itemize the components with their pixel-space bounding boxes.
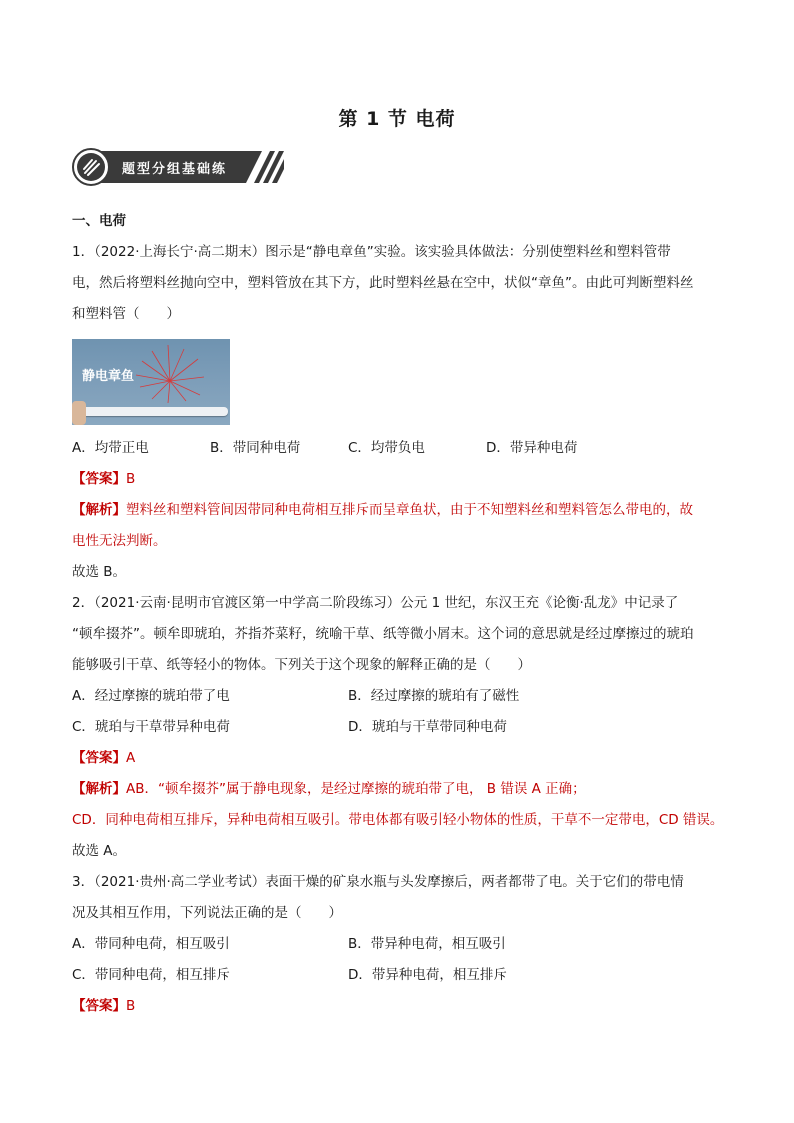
question-2-line-3: 能够吸引干草、纸等轻小的物体。下列关于这个现象的解释正确的是（ ）: [72, 657, 531, 673]
option-d: D．带异种电荷: [486, 440, 578, 456]
answer-value: B: [126, 471, 136, 487]
section-banner: [72, 148, 284, 186]
answer-tag: 【答案】: [72, 750, 126, 766]
plastic-tube: [72, 407, 228, 416]
question-2-line-2: “顿牟掇芥”。顿牟即琥珀，芥指芥菜籽，统喻干草、纸等微小屑末。这个词的意思就是经过摩擦过的琥珀: [72, 626, 694, 642]
option-c: C．琥珀与干草带异种电荷: [72, 719, 230, 735]
hand: [72, 401, 86, 425]
analysis-text: 塑料丝和塑料管间因带同种电荷相互排斥而呈章鱼状，由于不知塑料丝和塑料管怎么带电的，故: [126, 502, 693, 518]
question-1-line-3: 和塑料管（ ）: [72, 306, 180, 322]
question-2-answer: [72, 743, 724, 774]
octopus-experiment-photo: [72, 339, 230, 425]
answer-value: A: [126, 750, 136, 766]
question-1: [72, 237, 724, 588]
question-3-options-row-1: [72, 929, 724, 960]
option-d: D．带异种电荷，相互排斥: [348, 967, 507, 983]
question-1-analysis-line-1: [72, 495, 724, 526]
question-1-line-2: 电，然后将塑料丝抛向空中，塑料管放在其下方，此时塑料丝悬在空中，状似“章鱼”。由此可判断塑料丝: [72, 275, 694, 291]
analysis-tag: 【解析】: [72, 502, 126, 518]
question-1-analysis-line-2: 电性无法判断。: [72, 533, 167, 549]
page-title: 第 1 节 电荷: [338, 108, 456, 130]
content-body: [72, 206, 724, 1022]
question-1-line-1: 1．（2022·上海长宁·高二期末）图示是“静电章鱼”实验。该实验具体做法：分别使塑料丝和塑料管带: [72, 244, 671, 260]
option-a: A．经过摩擦的琥珀带了电: [72, 688, 230, 704]
question-2-analysis-line-1: [72, 774, 724, 805]
option-b: B．经过摩擦的琥珀有了磁性: [348, 688, 520, 704]
question-1-answer: [72, 464, 724, 495]
question-2-analysis-line-2: CD．同种电荷相互排斥，异种电荷相互吸引。带电体都有吸引轻小物体的性质，干草不一定带电，CD 错误。: [72, 812, 724, 828]
answer-tag: 【答案】: [72, 471, 126, 487]
question-3: [72, 867, 724, 1022]
option-c: C．均带负电: [348, 440, 425, 456]
option-b: B．带同种电荷: [210, 440, 301, 456]
option-b: B．带异种电荷，相互吸引: [348, 936, 506, 952]
option-a: A．均带正电: [72, 440, 149, 456]
figure-label: 静电章鱼: [82, 369, 135, 384]
question-3-line-2: 况及其相互作用，下列说法正确的是（ ）: [72, 905, 342, 921]
analysis-tag: 【解析】: [72, 781, 126, 797]
answer-value: B: [126, 998, 136, 1014]
question-2: [72, 588, 724, 867]
option-d: D．琥珀与干草带同种电荷: [348, 719, 507, 735]
question-3-answer: [72, 991, 724, 1022]
question-1-options: [72, 433, 724, 464]
question-1-conclusion: 故选 B。: [72, 564, 127, 580]
question-2-conclusion: 故选 A。: [72, 843, 127, 859]
answer-tag: 【答案】: [72, 998, 126, 1014]
option-c: C．带同种电荷，相互排斥: [72, 967, 230, 983]
option-a: A．带同种电荷，相互吸引: [72, 936, 230, 952]
analysis-text: AB．“顿牟掇芥”属于静电现象，是经过摩擦的琥珀带了电， B 错误 A 正确；: [126, 781, 586, 797]
question-3-line-1: 3．（2021·贵州·高二学业考试）表面干燥的矿泉水瓶与头发摩擦后，两者都带了电。关于它们的带电情: [72, 874, 684, 890]
question-2-line-1: 2．（2021·云南·昆明市官渡区第一中学高二阶段练习）公元 1 世纪，东汉王充《论衡·乱龙》中记录了: [72, 595, 679, 611]
question-3-options-row-2: [72, 960, 724, 991]
question-2-options-row-1: [72, 681, 724, 712]
question-2-options-row-2: [72, 712, 724, 743]
banner-label: 题型分组基础练: [122, 162, 228, 177]
section-heading: 一、电荷: [72, 213, 126, 229]
